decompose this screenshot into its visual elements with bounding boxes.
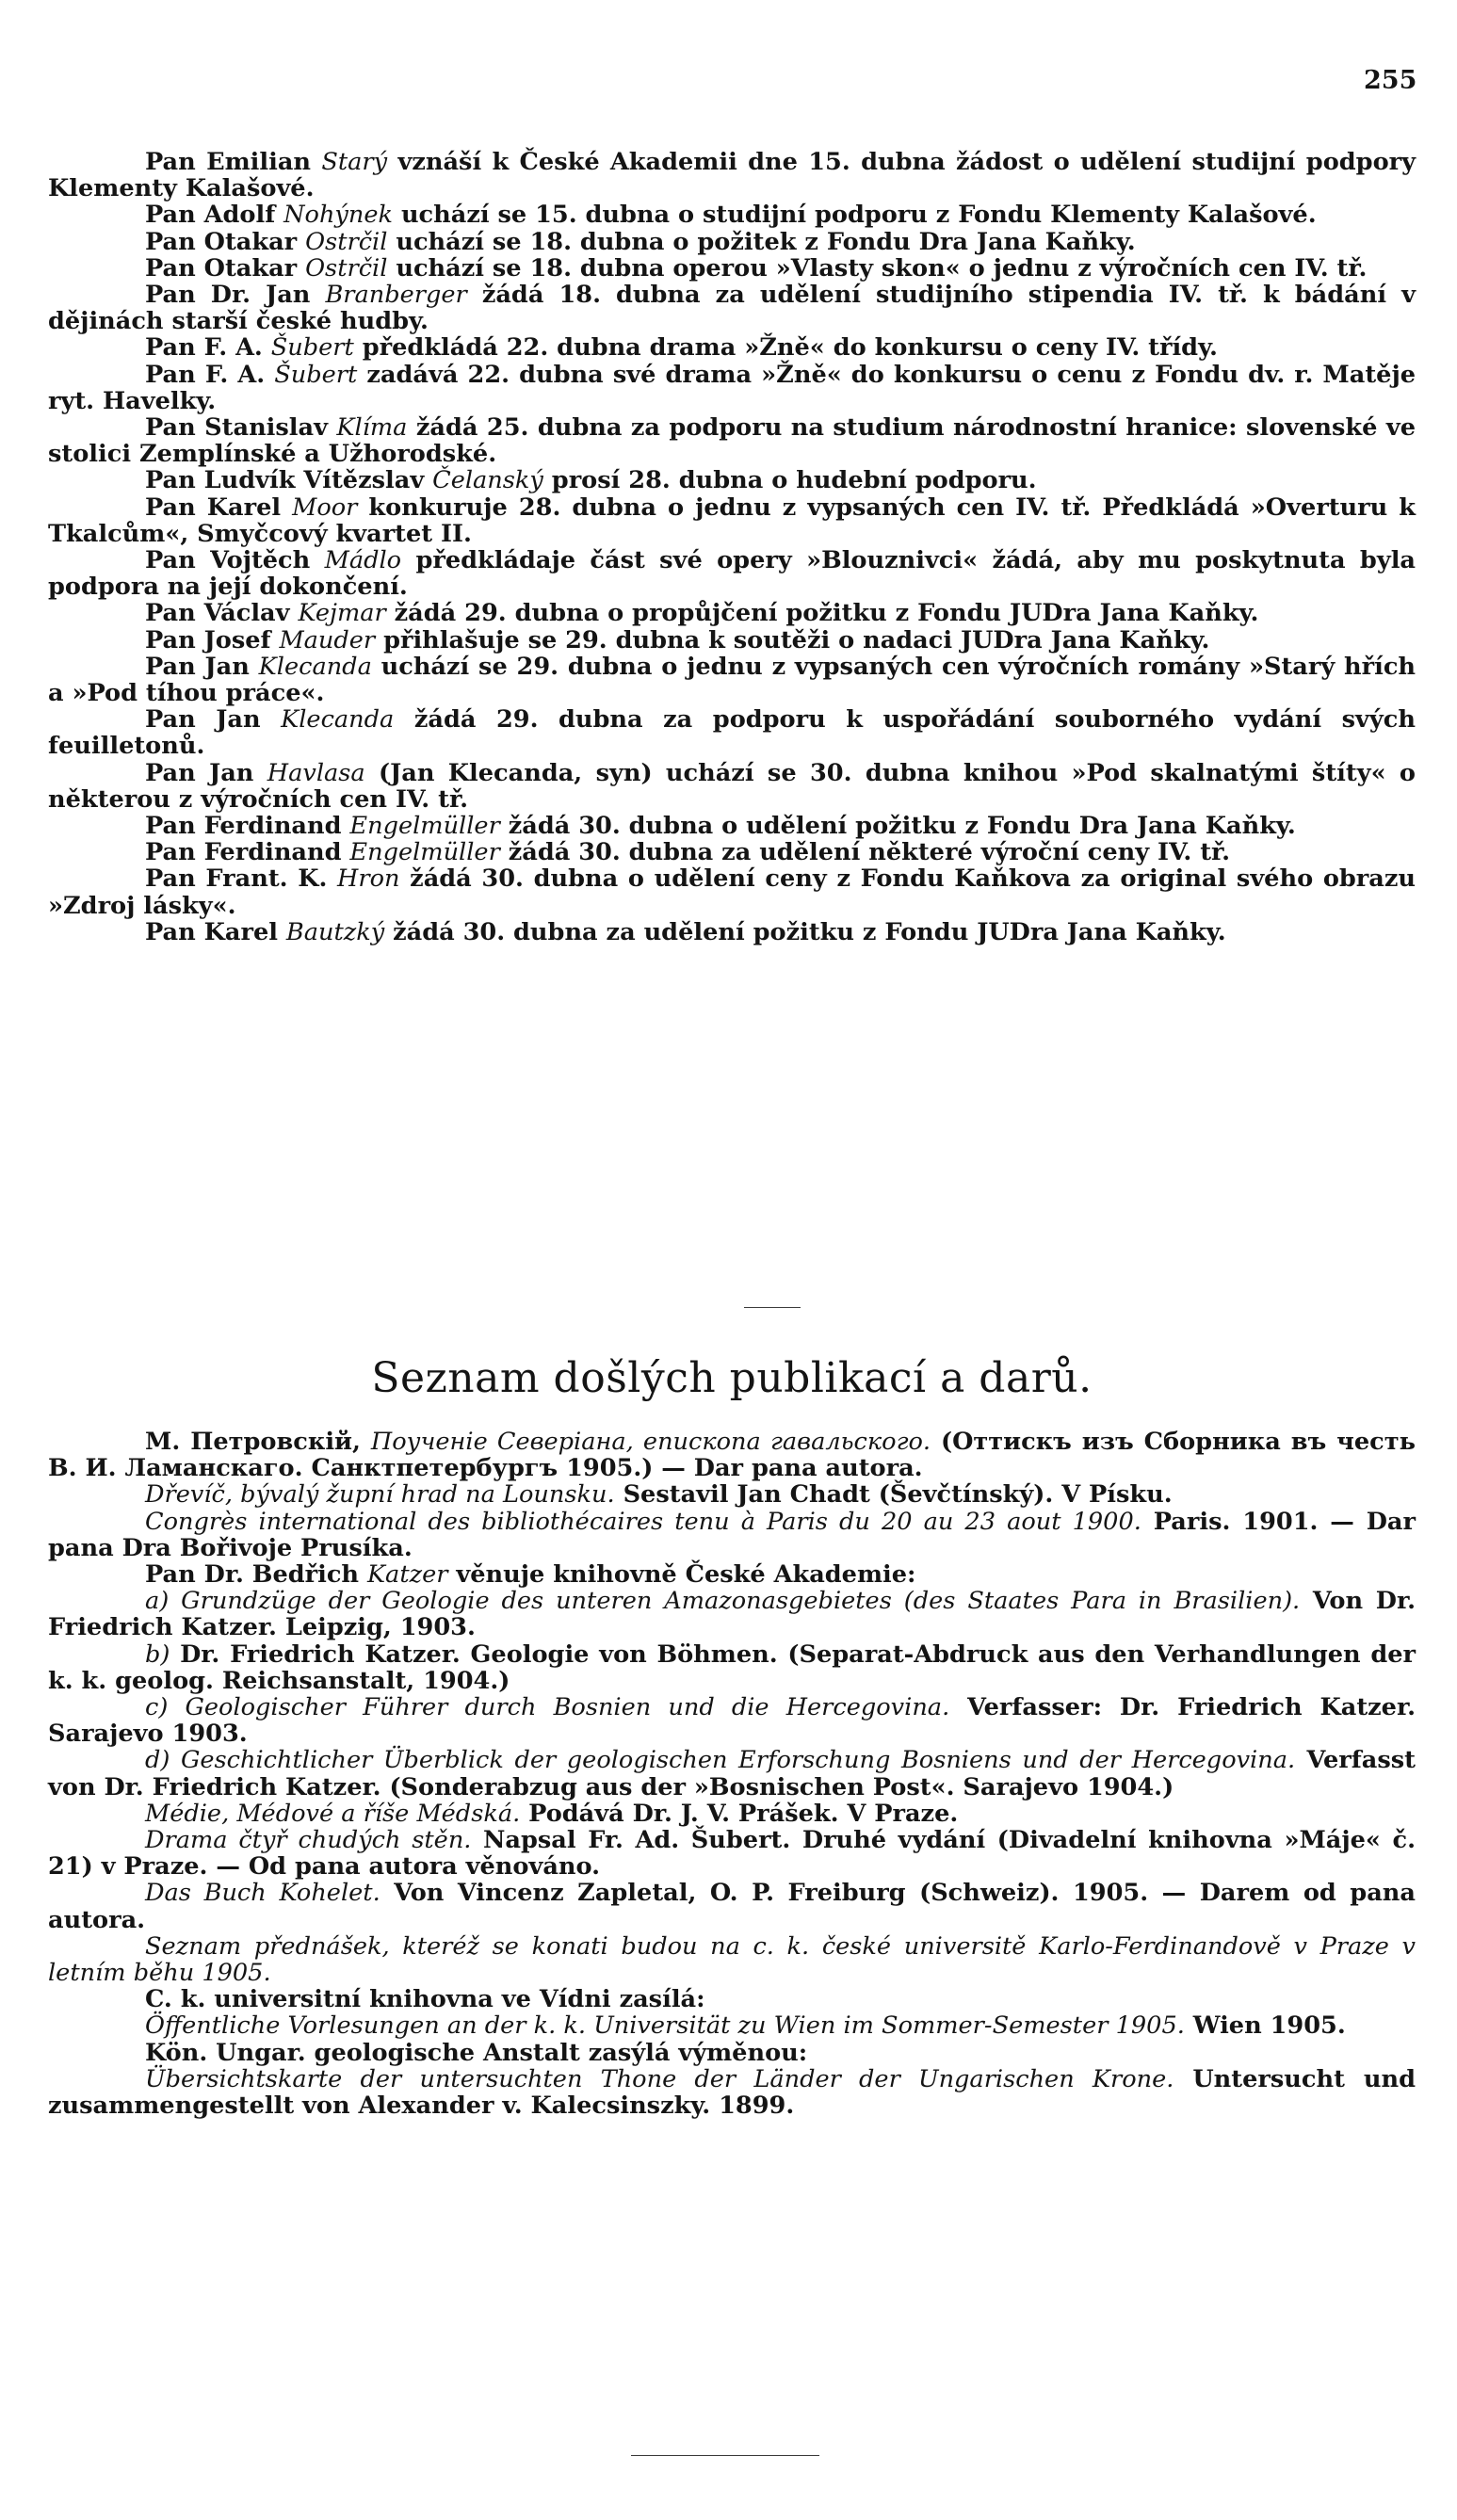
person-surname: Čelanský [432,466,543,495]
entry-text: uchází se 15. dubna o studijní podporu z Fondu Klementy Kalašové. [393,201,1317,230]
request-entry [48,255,1416,282]
publication-title: a) Grundzüge der Geologie des unteren Amazonasgebietes (des Staates Para in Brasilien). [145,1587,1301,1616]
entry-text: uchází se 18. dubna o požitek z Fondu Dra Jana Kaňky. [387,227,1136,256]
entry-text: žádá 18. dubna za udělení studijního stipendia IV. tř. k bádání v dějinách starší české hudby. [48,281,1416,336]
entry-prefix: Pan Jan [145,758,267,787]
publication-entry [48,1509,1416,1561]
person-surname: Šubert [274,360,358,389]
person-surname: Klecanda [258,652,372,681]
request-entry [48,839,1416,865]
publications-list [48,1429,1416,2119]
publication-title: Congrès international des bibliothécaires tenu à Paris du 20 au 23 aout 1900. [145,1507,1141,1536]
request-entry [48,813,1416,839]
request-entry [48,760,1416,813]
person-surname: Mádlo [324,546,402,575]
entry-lead: Kön. Ungar. geologische Anstalt zasýlá výměnou: [145,2038,808,2067]
person-surname: Moor [292,493,358,522]
entry-prefix: Pan Václav [145,599,299,628]
entry-text: žádá 30. dubna za udělení některé výroční ceny IV. tř. [499,838,1231,867]
request-entry [48,654,1416,706]
publication-entry [48,1561,1416,1588]
publication-entry [48,1747,1416,1800]
person-surname: Klíma [336,413,408,443]
person-surname: Nohýnek [283,201,394,230]
publication-title: Médie, Médové a říše Médská. [145,1799,521,1828]
entry-text: žádá 29. dubna o propůjčení požitku z Fondu JUDra Jana Kaňky. [385,599,1259,628]
person-surname: Engelmüller [349,812,500,841]
publication-title: b) [145,1640,170,1669]
publication-entry [48,1801,1416,1827]
publication-entry [48,1880,1416,1932]
entry-prefix: Pan Adolf [145,201,284,230]
publication-entry [48,1588,1416,1640]
publication-title: d) Geschichtlicher Überblick der geologischen Erforschung Bosniens und der Hercegovina. [145,1746,1296,1775]
publication-title: Das Buch Kohelet. [145,1879,380,1908]
entry-text: Podává Dr. J. V. Prášek. V Praze. [520,1799,959,1828]
publication-title: Seznam přednášek, kteréž se konati budou na c. k. české universitě Karlo-Ferdinandově v Praze v letním běhu 1905. [48,1931,1416,1988]
entry-text: Untersucht und zusammengestellt von Alexander v. Kalecsinszky. 1899. [48,2064,1416,2121]
publication-title: Öffentliche Vorlesungen an der k. k. Universität zu Wien im Sommer-Semester 1905. [145,2011,1185,2041]
request-entry [48,865,1416,918]
entry-prefix: Pan Stanislav [145,413,337,443]
publication-title: c) Geologischer Führer durch Bosnien und die Hercegovina. [145,1693,950,1722]
entry-text: Paris. 1901. — Dar pana Dra Bořivoje Prusíka. [48,1507,1416,1562]
entry-text: předkládaje část své opery »Blouznivci« žádá, aby mu poskytnuta byla podpora na její dokončení. [48,546,1416,602]
request-entry [48,414,1416,467]
request-entry [48,919,1416,945]
entry-prefix: Pan Ferdinand [145,838,350,867]
entry-prefix: Pan Otakar [145,253,306,283]
entry-prefix: Pan F. A. [145,333,271,363]
entry-text: žádá 30. dubna o udělení ceny z Fondu Kaňkova za original svého obrazu »Zdroj lásky«. [48,864,1416,920]
entry-prefix: Pan Vojtěch [145,546,325,575]
person-surname: Engelmüller [349,838,500,867]
entry-prefix: Pan Otakar [145,227,306,256]
section-title: Seznam došlých publikací a darů. [371,1354,1093,1402]
entry-text: vznáší k České Akademii dne 15. dubna žádost o udělení studijní podpory Klementy Kalašové. [48,148,1416,203]
entry-text: Wien 1905. [1184,2011,1346,2041]
person-surname: Bautzký [285,917,385,946]
publication-entry [48,1429,1416,1481]
entry-lead: Pan Dr. Bedřich [145,1560,367,1590]
entry-text: (Jan Klecanda, syn) uchází se 30. dubna knihou »Pod skalnatými štíty« o některou z výročních cen IV. tř. [48,758,1416,814]
entry-prefix: Pan Jan [145,652,259,681]
entry-text: věnuje knihovně České Akademie: [447,1560,916,1590]
publication-entry [48,2066,1416,2119]
entry-lead: М. Петровскій, [145,1428,371,1456]
entry-prefix: Pan Karel [145,917,286,946]
request-entry [48,467,1416,493]
request-entry [48,362,1416,414]
person-surname: Klecanda [281,705,395,735]
publication-title: Drama čtyř chudých stěn. [145,1826,472,1855]
entry-text: Von Dr. Friedrich Katzer. Leipzig, 1903. [48,1587,1417,1642]
person-surname: Starý [321,148,388,176]
entry-text: prosí 28. dubna o hudební podporu. [542,466,1037,495]
person-surname: Ostrčil [305,253,388,283]
publication-entry [48,1481,1416,1508]
person-surname: Kejmar [298,599,386,628]
entry-text: Verfasst von Dr. Friedrich Katzer. (Sonderabzug aus der »Bosnischen Post«. Sarajevo 1904.) [48,1746,1416,1801]
person-surname: Hron [337,864,400,894]
publication-entry [48,1641,1416,1694]
entry-lead: C. k. universitní knihovna ve Vídni zasílá: [145,1985,705,2014]
entry-text: žádá 30. dubna za udělení požitku z Fondu JUDra Jana Kaňky. [384,917,1226,946]
entry-text: konkuruje 28. dubna o jednu z vypsaných cen IV. tř. Předkládá »Overturu k Tkalcům«, Smyčcový kvartet II. [48,493,1417,548]
entry-prefix: Pan Emilian [145,148,322,176]
entry-text: Dr. Friedrich Katzer. Geologie von Böhmen. (Separat-Abdruck aus den Verhandlungen der k. k. geolog. Reichsanstalt, 1904.) [48,1640,1416,1695]
request-entry [48,282,1416,334]
publication-title: Поученіе Севеpіана, епископа гавальского. [370,1428,931,1456]
entry-text: Sestavil Jan Chadt (Ševčtínský). V Písku. [614,1480,1173,1510]
entry-prefix: Pan F. A. [145,360,275,389]
publication-title: Katzer [366,1560,448,1590]
person-surname: Šubert [270,333,354,363]
publication-entry [48,1933,1416,1986]
publication-entry [48,2012,1416,2039]
entry-text: uchází se 18. dubna operou »Vlasty skon« o jednu z výročních cen IV. tř. [387,253,1368,283]
entry-text: přihlašuje se 29. dubna k soutěži o nadaci JUDra Jana Kaňky. [375,625,1210,654]
entry-text: Verfasser: Dr. Friedrich Katzer. Sarajevo 1903. [48,1693,1417,1749]
publication-entry [48,1694,1416,1747]
entry-prefix: Pan Dr. Jan [145,281,326,310]
person-surname: Havlasa [267,758,365,787]
request-entry [48,706,1416,759]
request-entry [48,229,1416,255]
request-entry [48,202,1416,228]
entry-text: Von Vincenz Zapletal, O. P. Freiburg (Schweiz). 1905. — Darem od pana autora. [48,1879,1416,1934]
entry-prefix: Pan Karel [145,493,293,522]
entry-prefix: Pan Jan [145,705,282,735]
end-divider [631,2455,819,2456]
entry-text: Napsal Fr. Ad. Šubert. Druhé vydání (Divadelní knihovna »Máje« č. 21) v Praze. — Od pana autora věnováno. [48,1826,1416,1882]
entry-prefix: Pan Ferdinand [145,812,350,841]
entry-text: žádá 29. dubna za podporu k uspořádání souborného vydání svých feuilletonů. [48,705,1416,761]
request-entry [48,600,1416,626]
section-divider [744,1307,801,1308]
entry-prefix: Pan Frant. K. [145,864,338,894]
person-surname: Ostrčil [305,227,388,256]
entry-text: žádá 30. dubna o udělení požitku z Fondu Dra Jana Kaňky. [499,812,1296,841]
entry-prefix: Pan Josef [145,625,280,654]
request-entry [48,547,1416,600]
entry-text: předkládá 22. dubna drama »Žně« do konkursu o ceny IV. třídy. [353,333,1218,363]
requests-list [48,149,1416,945]
publication-entry [48,1986,1416,2012]
publication-title: Dřevíč, bývalý župní hrad na Lounsku. [145,1480,615,1510]
request-entry [48,149,1416,202]
entry-text: zadává 22. dubna své drama »Žně« do konkursu o cenu z Fondu dv. r. Matěje ryt. Havelky. [48,360,1416,415]
publication-entry [48,1827,1416,1880]
entry-text: žádá 25. dubna za podporu na studium národnostní hranice: slovenské ve stolici Zemplínské a Užhorodské. [48,413,1416,469]
entry-prefix: Pan Ludvík Vítězslav [145,466,433,495]
publication-entry [48,2040,1416,2066]
entry-text: uchází se 29. dubna o jednu z vypsaných cen výročních romány »Starý hřích a »Pod tíhou práce«. [48,652,1417,708]
person-surname: Mauder [279,625,376,654]
page-number: 255 [1364,66,1417,95]
request-entry [48,494,1416,547]
request-entry [48,334,1416,361]
request-entry [48,627,1416,654]
publication-title: Übersichtskarte der untersuchten Thone der Länder der Ungarischen Krone. [145,2064,1174,2093]
entry-text: (Оттискъ изъ Сборника въ честь В. И. Ламанскаго. Санктпетербургъ 1905.) — Dar pana autora. [48,1428,1416,1483]
person-surname: Branberger [325,281,467,310]
